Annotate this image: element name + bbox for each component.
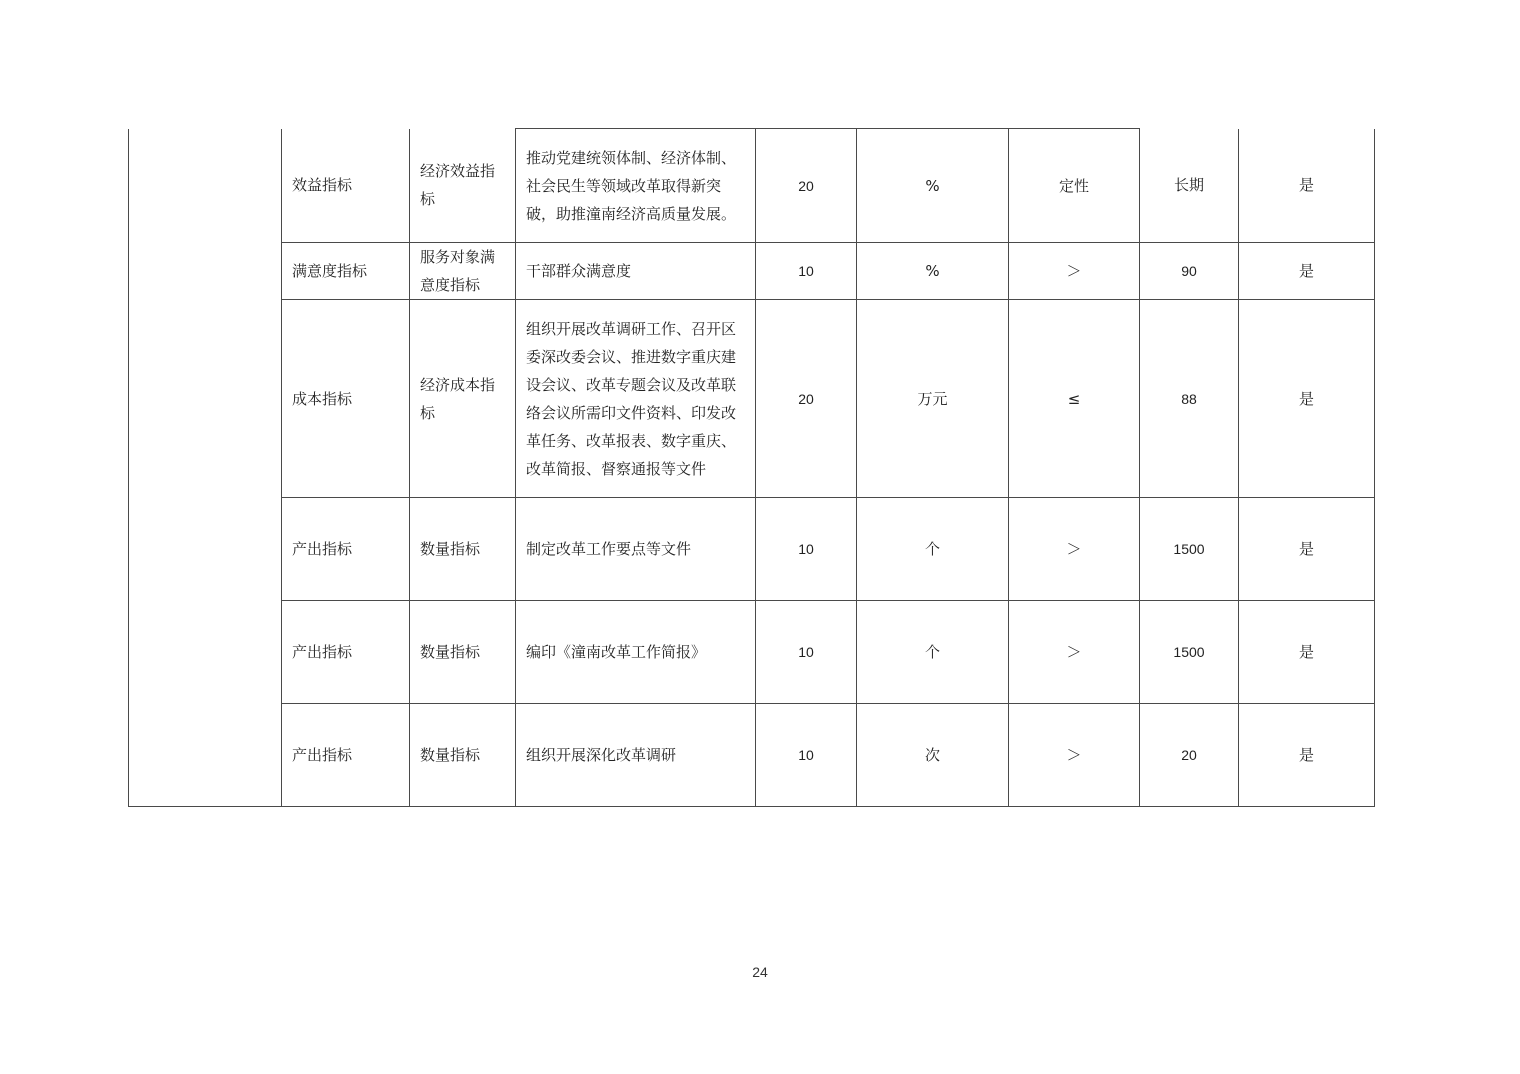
description-cell: 组织开展深化改革调研 xyxy=(516,704,756,807)
table-row xyxy=(129,129,1375,243)
category-cell: 产出指标 xyxy=(282,601,410,704)
category-cell: 效益指标 xyxy=(282,129,410,243)
subcategory-cell: 经济成本指标 xyxy=(410,300,516,498)
category-cell: 产出指标 xyxy=(282,498,410,601)
unit-cell: 个 xyxy=(857,601,1009,704)
flag-cell: 是 xyxy=(1239,129,1375,243)
target-cell: 1500 xyxy=(1140,498,1239,601)
description-cell: 干部群众满意度 xyxy=(516,243,756,300)
flag-cell: 是 xyxy=(1239,601,1375,704)
merged-project-cell xyxy=(129,129,282,807)
target-cell: 长期 xyxy=(1140,129,1239,243)
weight-cell: 20 xyxy=(756,129,857,243)
page-number: 24 xyxy=(752,964,768,980)
description-cell: 推动党建统领体制、经济体制、社会民生等领域改革取得新突破，助推潼南经济高质量发展。 xyxy=(516,129,756,243)
comparison-cell: ＞ xyxy=(1009,601,1140,704)
subcategory-cell: 经济效益指标 xyxy=(410,129,516,243)
category-cell: 产出指标 xyxy=(282,704,410,807)
target-cell: 90 xyxy=(1140,243,1239,300)
weight-cell: 20 xyxy=(756,300,857,498)
weight-cell: 10 xyxy=(756,601,857,704)
flag-cell: 是 xyxy=(1239,498,1375,601)
weight-cell: 10 xyxy=(756,498,857,601)
table-row xyxy=(129,601,1375,704)
category-cell: 满意度指标 xyxy=(282,243,410,300)
table-row xyxy=(129,300,1375,498)
comparison-cell: ＞ xyxy=(1009,704,1140,807)
category-cell: 成本指标 xyxy=(282,300,410,498)
weight-cell: 10 xyxy=(756,243,857,300)
unit-cell: % xyxy=(857,243,1009,300)
target-cell: 1500 xyxy=(1140,601,1239,704)
indicator-table xyxy=(128,128,1375,807)
table-row xyxy=(129,498,1375,601)
flag-cell: 是 xyxy=(1239,704,1375,807)
comparison-cell: 定性 xyxy=(1009,129,1140,243)
unit-cell: 次 xyxy=(857,704,1009,807)
target-cell: 20 xyxy=(1140,704,1239,807)
unit-cell: 个 xyxy=(857,498,1009,601)
description-cell: 编印《潼南改革工作简报》 xyxy=(516,601,756,704)
comparison-cell: ≤ xyxy=(1009,300,1140,498)
comparison-cell: ＞ xyxy=(1009,498,1140,601)
subcategory-cell: 数量指标 xyxy=(410,704,516,807)
subcategory-cell: 数量指标 xyxy=(410,601,516,704)
description-cell: 制定改革工作要点等文件 xyxy=(516,498,756,601)
unit-cell: 万元 xyxy=(857,300,1009,498)
subcategory-cell: 数量指标 xyxy=(410,498,516,601)
unit-cell: % xyxy=(857,129,1009,243)
weight-cell: 10 xyxy=(756,704,857,807)
comparison-cell: ＞ xyxy=(1009,243,1140,300)
table-row xyxy=(129,704,1375,807)
description-cell: 组织开展改革调研工作、召开区委深改委会议、推进数字重庆建设会议、改革专题会议及改革联络会议所需印文件资料、印发改革任务、改革报表、数字重庆、改革简报、督察通报等文件 xyxy=(516,300,756,498)
table-row xyxy=(129,243,1375,300)
subcategory-cell: 服务对象满意度指标 xyxy=(410,243,516,300)
flag-cell: 是 xyxy=(1239,300,1375,498)
target-cell: 88 xyxy=(1140,300,1239,498)
flag-cell: 是 xyxy=(1239,243,1375,300)
